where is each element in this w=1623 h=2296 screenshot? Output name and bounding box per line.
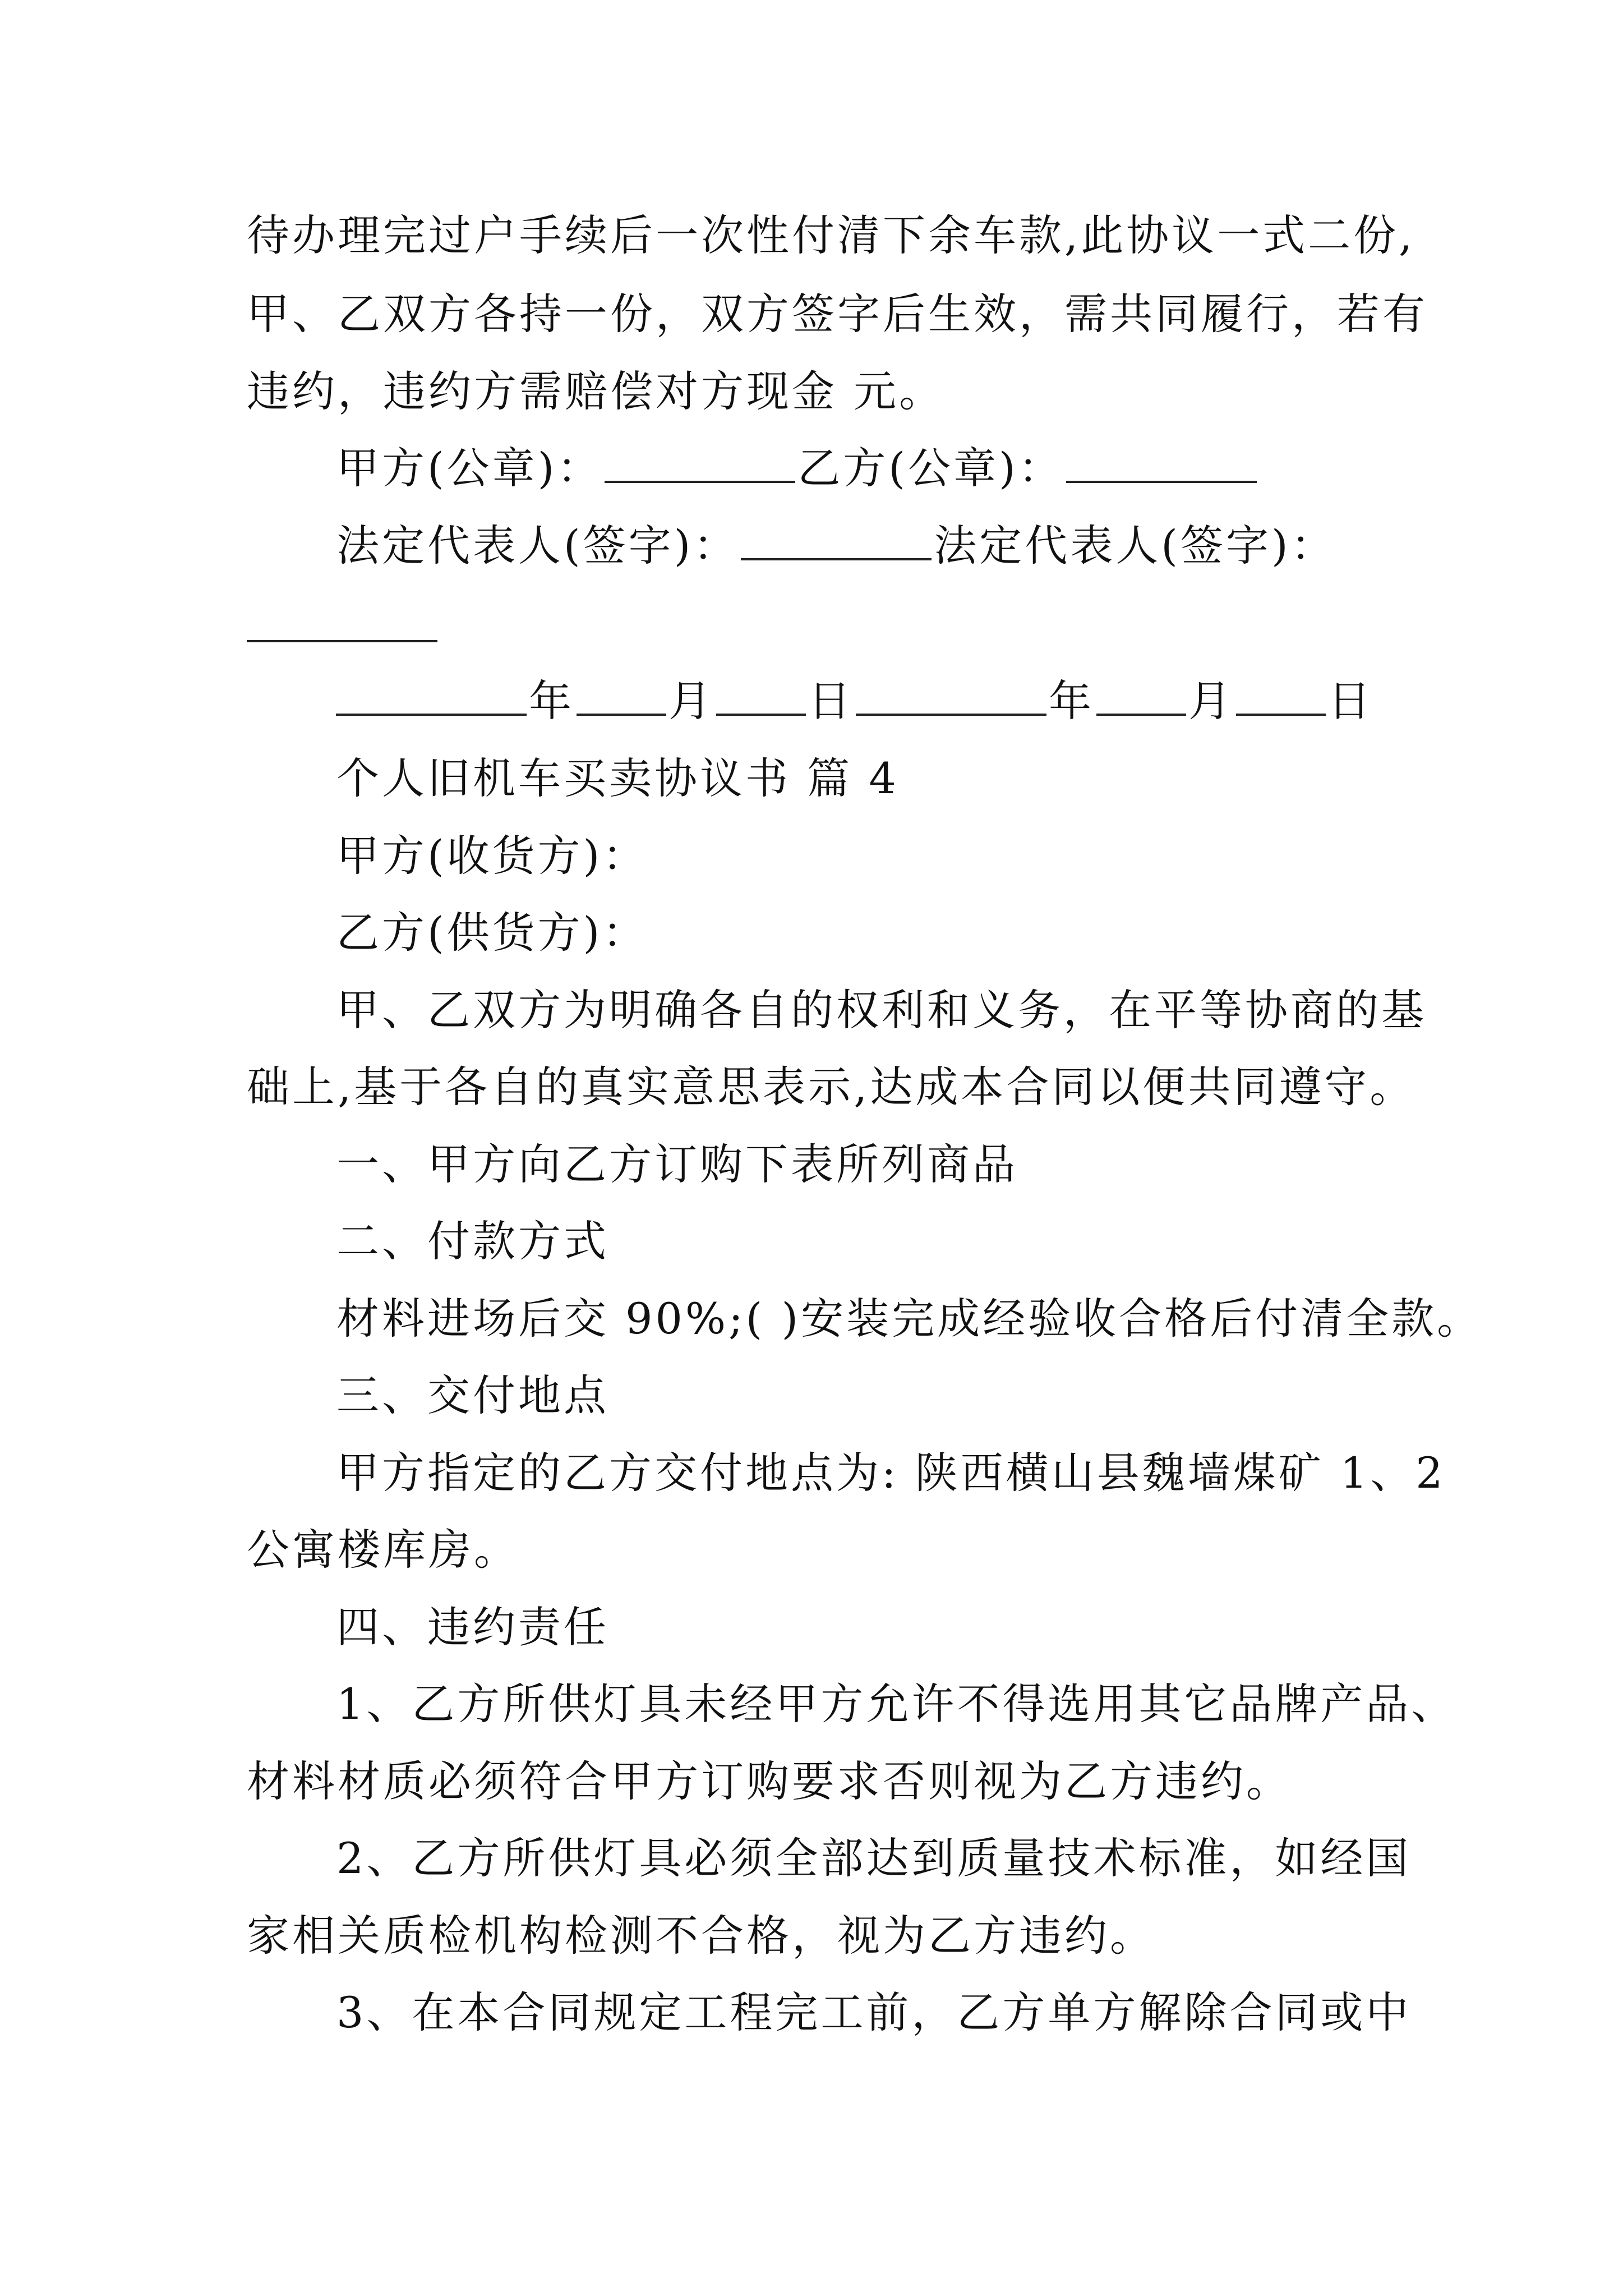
blank-underline <box>1236 713 1326 716</box>
section-heading: 个人旧机车买卖协议书 篇 4 <box>336 753 899 803</box>
clause-heading: 四、违约责任 <box>336 1602 609 1652</box>
clause-heading: 一、甲方向乙方订购下表所列商品 <box>336 1139 1018 1189</box>
blank-underline <box>605 480 795 483</box>
paragraph-line: 1、乙方所供灯具未经甲方允许不得选用其它品牌产品、 <box>336 1679 1457 1729</box>
blank-underline <box>741 558 932 560</box>
paragraph-line: 3、在本合同规定工程完工前，乙方单方解除合同或中 <box>336 1987 1412 2037</box>
day-label: 日 <box>1328 676 1373 726</box>
blank-underline <box>1096 713 1186 716</box>
blank-underline <box>247 639 437 642</box>
paragraph-line: 础上,基于各自的真实意思表示,达成本合同以便共同遵守。 <box>247 1062 1415 1112</box>
paragraph-line: 家相关质检机构检测不合格，视为乙方违约。 <box>247 1911 1155 1961</box>
blank-underline <box>1066 480 1257 483</box>
blank-underline <box>716 713 806 716</box>
clause-heading: 三、交付地点 <box>336 1370 609 1420</box>
blank-underline <box>856 713 1046 716</box>
paragraph-line: 违约，违约方需赔偿对方现金 元。 <box>247 366 945 416</box>
paragraph-line: 甲方指定的乙方交付地点为: 陕西横山县魏墙煤矿 1、2 <box>336 1448 1446 1498</box>
paragraph-line: 甲、乙双方各持一份，双方签字后生效，需共同履行，若有 <box>247 289 1428 339</box>
paragraph-line: 材料材质必须符合甲方订购要求否则视为乙方违约。 <box>247 1756 1292 1806</box>
blank-underline <box>336 713 527 716</box>
signature-line-party-a-seal <box>336 443 1259 494</box>
blank-underline <box>577 713 666 716</box>
clause-heading: 二、付款方式 <box>336 1216 609 1266</box>
party-b-representative-label: 法定代表人(签字)： <box>934 521 1336 570</box>
party-a-representative-label: 法定代表人(签字)： <box>336 521 739 570</box>
party-a-label: 甲方(收货方)： <box>336 831 648 881</box>
date-line <box>334 676 1373 726</box>
year-label: 年 <box>529 676 574 726</box>
paragraph-line: 2、乙方所供灯具必须全部达到质量技术标准，如经国 <box>336 1833 1412 1883</box>
paragraph-line: 公寓楼库房。 <box>247 1525 519 1575</box>
paragraph-line: 甲、乙双方为明确各自的权利和义务，在平等协商的基 <box>336 985 1427 1035</box>
party-a-seal-label: 甲方(公章)： <box>336 443 603 493</box>
paragraph-line: 材料进场后交 90%;( )安装完成经验收合格后付清全款。 <box>336 1294 1483 1343</box>
party-b-label: 乙方(供货方)： <box>336 908 648 958</box>
paragraph-line: 待办理完过户手续后一次性付清下余车款,此协议一式二份, <box>247 210 1415 260</box>
month-label: 月 <box>1188 676 1234 726</box>
signature-line-representatives <box>336 521 1336 571</box>
day-label: 日 <box>808 676 854 726</box>
party-b-seal-label: 乙方(公章)： <box>797 443 1064 493</box>
month-label: 月 <box>668 676 714 726</box>
year-label: 年 <box>1049 676 1094 726</box>
